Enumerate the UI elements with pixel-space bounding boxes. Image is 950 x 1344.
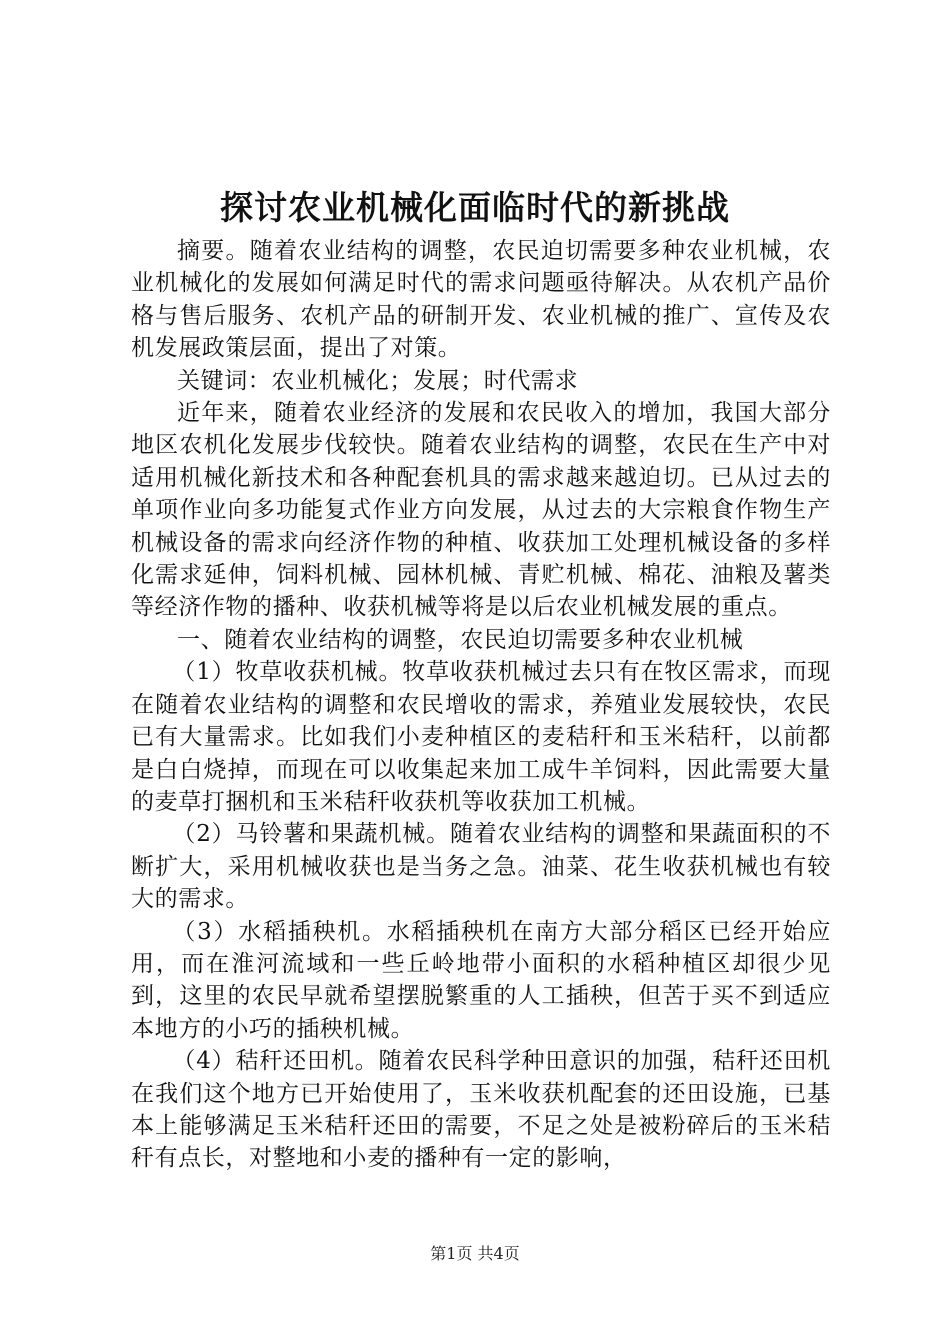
item-paragraph-3: （3）水稻插秧机。水稻插秧机在南方大部分稻区已经开始应用，而在淮河流域和一些丘岭地带小面积的水稻种植区却很少见到，这里的农民早就希望摆脱繁重的人工插秧，但苦于买不到适应本地方的小巧的插秧机械。 (131, 918, 831, 1042)
item-paragraph-1: （1）牧草收获机械。牧草收获机械过去只有在牧区需求，而现在随着农业结构的调整和农民增收的需求，养殖业发展较快，农民已有大量需求。比如我们小麦种植区的麦秸秆和玉米秸秆，以前都是白白烧掉，而现在可以收集起来加工成牛羊饲料，因此需要大量的麦草打捆机和玉米秸秆收获机等收获加工机械。 (131, 659, 831, 815)
section-heading: 一、随着农业结构的调整，农民迫切需要多种农业机械 (177, 626, 744, 653)
page-footer: 第1页 共4页 (430, 1244, 520, 1263)
document-body (131, 235, 831, 1175)
keywords-paragraph: 关键词：农业机械化；发展；时代需求 (177, 367, 579, 394)
item-paragraph-2: （2）马铃薯和果蔬机械。随着农业结构的调整和果蔬面积的不断扩大，采用机械收获也是当务之急。油菜、花生收获机械也有较大的需求。 (131, 821, 831, 913)
intro-paragraph: 近年来，随着农业经济的发展和农民收入的增加，我国大部分地区农机化发展步伐较快。随着农业结构的调整，农民在生产中对适用机械化新技术和各种配套机具的需求越来越迫切。已从过去的单项作业向多功能复式作业方向发展，从过去的大宗粮食作物生产机械设备的需求向经济作物的种植、收获加工处理机械设备的多样化需求延伸，饲料机械、园林机械、青贮机械、棉花、油粮及薯类等经济作物的播种、收获机械等将是以后农业机械发展的重点。 (131, 400, 831, 621)
document-title: 探讨农业机械化面临时代的新挑战 (220, 188, 730, 227)
abstract-paragraph: 摘要。随着农业结构的调整，农民迫切需要多种农业机械，农业机械化的发展如何满足时代的需求问题亟待解决。从农机产品价格与售后服务、农机产品的研制开发、农业机械的推广、宣传及农机发展政策层面，提出了对策。 (131, 238, 831, 362)
item-paragraph-4: （4）秸秆还田机。随着农民科学种田意识的加强，秸秆还田机在我们这个地方已开始使用了，玉米收获机配套的还田设施，已基本上能够满足玉米秸秆还田的需要，不足之处是被粉碎后的玉米秸秆有点长，对整地和小麦的播种有一定的影响， (131, 1048, 831, 1172)
